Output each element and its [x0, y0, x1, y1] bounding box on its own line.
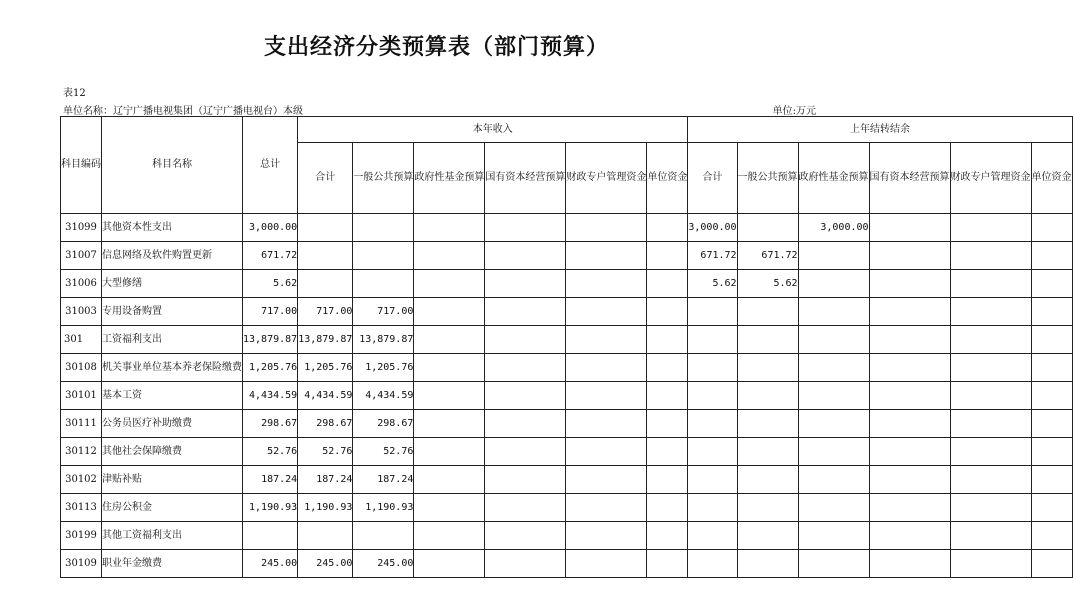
- current-year-value: 13,879.87: [353, 326, 414, 354]
- prior-year-value: [950, 466, 1031, 494]
- current-year-value: [647, 242, 688, 270]
- prior-year-value: [869, 326, 950, 354]
- prior-year-value: [869, 438, 950, 466]
- header-current-unit-funds: 单位资金: [647, 143, 688, 214]
- prior-year-value: [1031, 438, 1072, 466]
- current-year-value: 717.00: [353, 298, 414, 326]
- current-year-value: [485, 438, 566, 466]
- prior-year-value: [869, 270, 950, 298]
- current-year-value: [566, 438, 647, 466]
- subject-name: 职业年金缴费: [102, 550, 243, 578]
- current-year-value: [414, 550, 485, 578]
- subject-name: 住房公积金: [102, 494, 243, 522]
- subject-code: 31099: [61, 214, 102, 242]
- header-prior-general: 一般公共预算: [737, 143, 798, 214]
- subject-name: 其他工资福利支出: [102, 522, 243, 550]
- prior-year-value: [798, 550, 869, 578]
- header-current-total: 合计: [298, 143, 353, 214]
- prior-year-value: [737, 410, 798, 438]
- current-year-value: 298.67: [298, 410, 353, 438]
- current-year-value: [414, 270, 485, 298]
- current-year-value: 245.00: [353, 550, 414, 578]
- current-year-value: [485, 410, 566, 438]
- prior-year-value: [798, 270, 869, 298]
- table-row: [61, 466, 1073, 494]
- prior-year-value: [1031, 466, 1072, 494]
- total-value: 3,000.00: [243, 214, 298, 242]
- table-row: [61, 382, 1073, 410]
- header-code: 科目编码: [61, 117, 102, 214]
- page-title: 支出经济分类预算表（部门预算）: [263, 34, 609, 60]
- prior-year-value: [737, 438, 798, 466]
- header-current-year: 本年收入: [298, 117, 688, 143]
- prior-year-value: [1031, 270, 1072, 298]
- prior-year-value: 3,000.00: [688, 214, 737, 242]
- prior-year-value: 3,000.00: [798, 214, 869, 242]
- current-year-value: 52.76: [298, 438, 353, 466]
- current-year-value: 4,434.59: [298, 382, 353, 410]
- current-year-value: 1,205.76: [353, 354, 414, 382]
- total-value: 245.00: [243, 550, 298, 578]
- prior-year-value: [798, 242, 869, 270]
- current-year-value: [353, 270, 414, 298]
- header-name: 科目名称: [102, 117, 243, 214]
- prior-year-value: [737, 214, 798, 242]
- subject-code: 301: [61, 326, 102, 354]
- prior-year-value: [869, 214, 950, 242]
- prior-year-value: [950, 242, 1031, 270]
- current-year-value: [647, 326, 688, 354]
- current-year-value: [647, 550, 688, 578]
- current-year-value: [566, 494, 647, 522]
- current-year-value: [485, 214, 566, 242]
- header-prior-state-capital: 国有资本经营预算: [869, 143, 950, 214]
- header-total: 总计: [243, 117, 298, 214]
- current-year-value: [414, 298, 485, 326]
- current-year-value: [485, 466, 566, 494]
- prior-year-value: [950, 326, 1031, 354]
- total-value: 671.72: [243, 242, 298, 270]
- total-value: 1,190.93: [243, 494, 298, 522]
- prior-year-value: [1031, 354, 1072, 382]
- total-value: 298.67: [243, 410, 298, 438]
- currency-unit: 单位:万元: [772, 106, 816, 117]
- total-value: 52.76: [243, 438, 298, 466]
- prior-year-value: [869, 550, 950, 578]
- prior-year-value: [737, 354, 798, 382]
- prior-year-value: [688, 410, 737, 438]
- prior-year-value: [950, 382, 1031, 410]
- current-year-value: 1,190.93: [353, 494, 414, 522]
- current-year-value: 717.00: [298, 298, 353, 326]
- current-year-value: [414, 438, 485, 466]
- prior-year-value: [1031, 494, 1072, 522]
- current-year-value: [647, 466, 688, 494]
- prior-year-value: [688, 438, 737, 466]
- current-year-value: [485, 522, 566, 550]
- prior-year-value: [869, 354, 950, 382]
- table-row: [61, 242, 1073, 270]
- current-year-value: [414, 382, 485, 410]
- header-prior-unit-funds: 单位资金: [1031, 143, 1072, 214]
- prior-year-value: [1031, 242, 1072, 270]
- table-row: [61, 298, 1073, 326]
- current-year-value: 13,879.87: [298, 326, 353, 354]
- header-current-special-account: 财政专户管理资金: [566, 143, 647, 214]
- table-row: [61, 438, 1073, 466]
- subject-name: 工资福利支出: [102, 326, 243, 354]
- prior-year-value: [1031, 326, 1072, 354]
- current-year-value: [485, 550, 566, 578]
- current-year-value: [566, 550, 647, 578]
- header-prior-fund: 政府性基金预算: [798, 143, 869, 214]
- subject-code: 30109: [61, 550, 102, 578]
- header-current-state-capital: 国有资本经营预算: [485, 143, 566, 214]
- prior-year-value: [950, 298, 1031, 326]
- current-year-value: [647, 382, 688, 410]
- current-year-value: [647, 522, 688, 550]
- current-year-value: [566, 354, 647, 382]
- current-year-value: [485, 382, 566, 410]
- current-year-value: [647, 354, 688, 382]
- prior-year-value: [1031, 298, 1072, 326]
- table-row: [61, 270, 1073, 298]
- subject-name: 基本工资: [102, 382, 243, 410]
- subject-code: 31003: [61, 298, 102, 326]
- total-value: 1,205.76: [243, 354, 298, 382]
- table-row: [61, 326, 1073, 354]
- prior-year-value: [1031, 550, 1072, 578]
- prior-year-value: [798, 354, 869, 382]
- table-number: 表12: [63, 88, 86, 99]
- current-year-value: 1,205.76: [298, 354, 353, 382]
- current-year-value: [353, 242, 414, 270]
- current-year-value: [566, 242, 647, 270]
- header-prior-year: 上年结转结余: [688, 117, 1072, 143]
- prior-year-value: [688, 522, 737, 550]
- current-year-value: [566, 410, 647, 438]
- prior-year-value: 671.72: [737, 242, 798, 270]
- total-value: [243, 522, 298, 550]
- subject-code: 30111: [61, 410, 102, 438]
- prior-year-value: [1031, 382, 1072, 410]
- current-year-value: [566, 522, 647, 550]
- prior-year-value: [798, 494, 869, 522]
- subject-name: 其他资本性支出: [102, 214, 243, 242]
- prior-year-value: 671.72: [688, 242, 737, 270]
- prior-year-value: [688, 494, 737, 522]
- prior-year-value: [950, 354, 1031, 382]
- prior-year-value: [869, 410, 950, 438]
- current-year-value: [298, 522, 353, 550]
- header-prior-special-account: 财政专户管理资金: [950, 143, 1031, 214]
- current-year-value: [647, 438, 688, 466]
- subject-name: 专用设备购置: [102, 298, 243, 326]
- subject-name: 信息网络及软件购置更新: [102, 242, 243, 270]
- subject-code: 30101: [61, 382, 102, 410]
- current-year-value: [485, 270, 566, 298]
- prior-year-value: [869, 382, 950, 410]
- prior-year-value: [950, 438, 1031, 466]
- subject-code: 30199: [61, 522, 102, 550]
- prior-year-value: [688, 326, 737, 354]
- subject-name: 大型修缮: [102, 270, 243, 298]
- prior-year-value: [737, 550, 798, 578]
- prior-year-value: [737, 326, 798, 354]
- prior-year-value: [798, 410, 869, 438]
- current-year-value: 245.00: [298, 550, 353, 578]
- prior-year-value: [798, 326, 869, 354]
- current-year-value: [566, 382, 647, 410]
- prior-year-value: [688, 550, 737, 578]
- current-year-value: [485, 298, 566, 326]
- total-value: 5.62: [243, 270, 298, 298]
- current-year-value: [353, 522, 414, 550]
- current-year-value: [647, 410, 688, 438]
- prior-year-value: [1031, 522, 1072, 550]
- current-year-value: 52.76: [353, 438, 414, 466]
- current-year-value: [298, 270, 353, 298]
- current-year-value: 1,190.93: [298, 494, 353, 522]
- subject-name: 津贴补贴: [102, 466, 243, 494]
- prior-year-value: [950, 410, 1031, 438]
- current-year-value: 187.24: [353, 466, 414, 494]
- prior-year-value: [737, 522, 798, 550]
- table-row: [61, 550, 1073, 578]
- current-year-value: 187.24: [298, 466, 353, 494]
- current-year-value: 298.67: [353, 410, 414, 438]
- current-year-value: [485, 242, 566, 270]
- current-year-value: [647, 494, 688, 522]
- prior-year-value: [688, 298, 737, 326]
- current-year-value: [414, 410, 485, 438]
- prior-year-value: 5.62: [688, 270, 737, 298]
- prior-year-value: [869, 466, 950, 494]
- table-row: [61, 494, 1073, 522]
- current-year-value: [566, 298, 647, 326]
- current-year-value: [566, 466, 647, 494]
- table-row: [61, 214, 1073, 242]
- prior-year-value: [798, 382, 869, 410]
- current-year-value: [485, 494, 566, 522]
- prior-year-value: [798, 438, 869, 466]
- prior-year-value: [950, 214, 1031, 242]
- total-value: 4,434.59: [243, 382, 298, 410]
- prior-year-value: [869, 494, 950, 522]
- current-year-value: [414, 354, 485, 382]
- current-year-value: [485, 354, 566, 382]
- subject-name: 机关事业单位基本养老保险缴费: [102, 354, 243, 382]
- prior-year-value: [869, 298, 950, 326]
- current-year-value: [298, 242, 353, 270]
- current-year-value: [414, 326, 485, 354]
- current-year-value: 4,434.59: [353, 382, 414, 410]
- current-year-value: [647, 214, 688, 242]
- prior-year-value: [1031, 410, 1072, 438]
- subject-code: 31007: [61, 242, 102, 270]
- unit-name: 单位名称：辽宁广播电视集团（辽宁广播电视台）本级: [63, 106, 303, 117]
- total-value: 187.24: [243, 466, 298, 494]
- table-row: [61, 522, 1073, 550]
- subject-name: 其他社会保障缴费: [102, 438, 243, 466]
- header-prior-total: 合计: [688, 143, 737, 214]
- current-year-value: [414, 214, 485, 242]
- prior-year-value: [688, 354, 737, 382]
- table-row: [61, 354, 1073, 382]
- current-year-value: [414, 466, 485, 494]
- current-year-value: [414, 494, 485, 522]
- subject-code: 31006: [61, 270, 102, 298]
- subject-code: 30113: [61, 494, 102, 522]
- prior-year-value: [688, 382, 737, 410]
- prior-year-value: [798, 522, 869, 550]
- budget-table: [60, 116, 1073, 578]
- current-year-value: [353, 214, 414, 242]
- prior-year-value: [1031, 214, 1072, 242]
- prior-year-value: [869, 242, 950, 270]
- prior-year-value: [950, 522, 1031, 550]
- prior-year-value: 5.62: [737, 270, 798, 298]
- current-year-value: [485, 326, 566, 354]
- current-year-value: [298, 214, 353, 242]
- header-current-general: 一般公共预算: [353, 143, 414, 214]
- prior-year-value: [688, 466, 737, 494]
- prior-year-value: [950, 494, 1031, 522]
- table-row: [61, 410, 1073, 438]
- prior-year-value: [950, 550, 1031, 578]
- subject-code: 30112: [61, 438, 102, 466]
- current-year-value: [566, 326, 647, 354]
- subject-code: 30108: [61, 354, 102, 382]
- prior-year-value: [798, 466, 869, 494]
- current-year-value: [414, 522, 485, 550]
- prior-year-value: [737, 466, 798, 494]
- current-year-value: [566, 214, 647, 242]
- current-year-value: [647, 298, 688, 326]
- current-year-value: [566, 270, 647, 298]
- prior-year-value: [737, 382, 798, 410]
- header-current-fund: 政府性基金预算: [414, 143, 485, 214]
- prior-year-value: [869, 522, 950, 550]
- subject-name: 公务员医疗补助缴费: [102, 410, 243, 438]
- current-year-value: [414, 242, 485, 270]
- current-year-value: [647, 270, 688, 298]
- prior-year-value: [798, 298, 869, 326]
- prior-year-value: [737, 298, 798, 326]
- total-value: 717.00: [243, 298, 298, 326]
- total-value: 13,879.87: [243, 326, 298, 354]
- prior-year-value: [737, 494, 798, 522]
- subject-code: 30102: [61, 466, 102, 494]
- prior-year-value: [950, 270, 1031, 298]
